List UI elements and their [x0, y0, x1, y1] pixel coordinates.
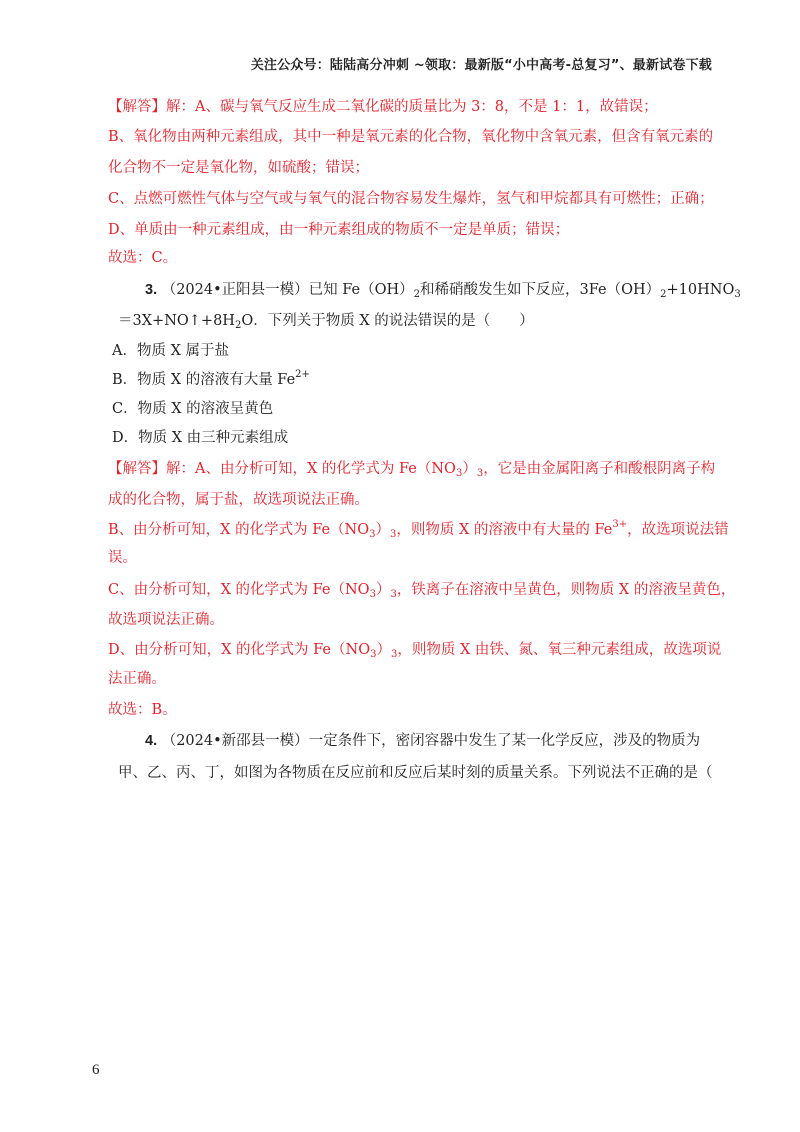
solution-line: 故选项说法正确。	[108, 612, 224, 628]
question-4-stem-cont: 甲、乙、丙、丁，如图为各物质在反应前和反应后某时刻的质量关系。下列说法不正确的是（	[118, 765, 713, 781]
solution-line: C、点燃可燃性气体与空气或与氧气的混合物容易发生爆炸，氢气和甲烷都具有可燃性；正确；	[108, 191, 714, 207]
question-number: 4.	[145, 733, 158, 749]
solution-choice: 故选：C。	[108, 250, 178, 266]
solution-line: 误。	[108, 550, 137, 566]
solution-line: 化合物不一定是氧化物，如硫酸；错误；	[108, 160, 369, 176]
page-header: 关注公众号：陆陆高分冲刺 ~领取：最新版“小中高考-总复习”、最新试卷下载	[250, 58, 712, 73]
solution-choice: 故选：B。	[108, 702, 177, 718]
solution-line: B、氧化物由两种元素组成，其中一种是氧元素的化合物，氧化物中含氧元素，但含有氧元素的	[108, 129, 714, 145]
solution-line: 【解答】解：A、由分析可知，X 的化学式为 $Fe(NO_3)_3$，它是由金属阳离子和酸根阴离子构	[108, 461, 716, 479]
answer-tag: 【解答】	[108, 99, 166, 115]
solution-line: 【解答】解：A、碳与氧气反应生成二氧化碳的质量比为 3：8，不是 1：1，故错误；	[108, 99, 658, 115]
solution-line: C、由分析可知，X 的化学式为 $Fe(NO_3)_3$，铁离子在溶液中呈黄色，则物质 X 的溶液呈黄色，	[108, 582, 736, 600]
question-3-stem: 3. （2024•正阳县一模）已知 $Fe(OH)_2$和稀硝酸发生如下反应，$3Fe(OH)_2+10HNO_3$	[145, 282, 741, 300]
question-4-stem: 4. （2024•新邵县一模）一定条件下，密闭容器中发生了某一化学反应，涉及的物质为	[145, 733, 701, 749]
option-b: B．物质 X 的溶液有大量 $Fe^{2+}$	[112, 369, 310, 388]
page-number: 6	[92, 1062, 100, 1078]
option-a: A．物质 X 属于盐	[112, 343, 230, 359]
option-c: C．物质 X 的溶液呈黄色	[112, 401, 274, 417]
solution-line: D、单质由一种元素组成，由一种元素组成的物质不一定是单质；错误；	[108, 222, 570, 238]
question-3-stem-cont: $=3X+NO↑+8H_2O$．下列关于物质 X 的说法错误的是（ ）	[118, 313, 534, 331]
question-number: 3.	[145, 282, 158, 298]
solution-line: 法正确。	[108, 671, 166, 687]
solution-line: D、由分析可知，X 的化学式为 $Fe(NO_3)_3$，则物质 X 由铁、氮、氧三种元素组成，故选项说	[108, 642, 722, 660]
solution-line: B、由分析可知，X 的化学式为 $Fe(NO_3)_3$，则物质 X 的溶液中有大量的 $Fe^{3+}$，故选项说法错	[108, 519, 729, 540]
option-d: D．物质 X 由三种元素组成	[112, 430, 289, 446]
solution-line: 成的化合物，属于盐，故选项说法正确。	[108, 492, 369, 508]
